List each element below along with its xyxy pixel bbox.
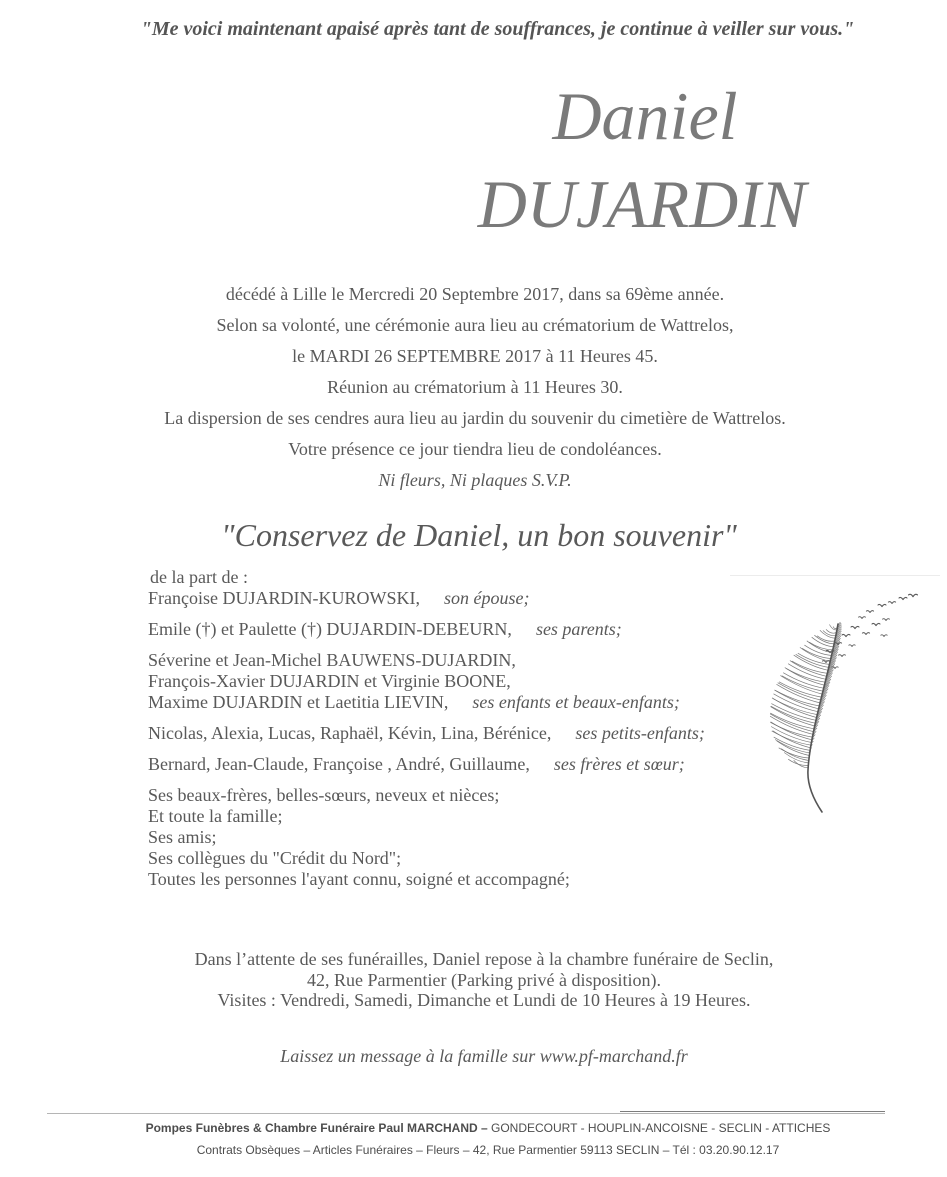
feather-barb: [788, 664, 826, 680]
message-text: Laissez un message à la famille sur: [280, 1046, 536, 1066]
condolence-message: [34, 1045, 934, 1067]
bird-icon: [909, 594, 918, 596]
family-relation: ses enfants et beaux-enfants;: [472, 692, 680, 712]
family-line: [148, 619, 705, 640]
footer-line-2: Contrats Obsèques – Articles Funéraires – Fleurs – 42, Rue Parmentier 59113 SECLIN – Tél : 03.20.90.12.17: [196, 1143, 780, 1157]
epigraph-quote: "Me voici maintenant apaisé après tant de souffrances, je continue à veiller sur vous.": [140, 18, 855, 40]
footer-rule: [47, 1113, 885, 1114]
announcement-line: La dispersion de ses cendres aura lieu au jardin du souvenir du cimetière de Wattrelos.: [164, 408, 786, 428]
feather-barb: [798, 653, 830, 664]
family-names: Emile (†) et Paulette (†) DUJARDIN-DEBEURN,: [148, 619, 512, 639]
repose-line: 42, Rue Parmentier (Parking privé à disposition).: [307, 969, 661, 990]
funeral-home-name: Pompes Funèbres & Chambre Funéraire Paul MARCHAND –: [145, 1121, 488, 1135]
family-line: [148, 692, 705, 713]
footer-rule-accent: [620, 1111, 885, 1112]
family-list: [148, 567, 705, 890]
decorative-rule: [730, 575, 940, 576]
repose-line: Visites : Vendredi, Samedi, Dimanche et Lundi de 10 Heures à 19 Heures.: [217, 990, 751, 1010]
footer: [38, 1117, 938, 1161]
family-relation: son épouse;: [443, 588, 530, 608]
deceased-last-name: DUJARDIN: [477, 166, 807, 242]
repose-line: Dans l’attente de ses funérailles, Daniel repose à la chambre funéraire de Seclin,: [194, 949, 774, 969]
bird-icon: [872, 623, 880, 625]
feather-barb: [786, 669, 825, 683]
bird-icon: [866, 611, 873, 613]
family-names: Bernard, Jean-Claude, Françoise , André, Guillaume,: [148, 754, 530, 774]
feather-icon: [770, 622, 842, 768]
bird-icon: [899, 597, 907, 599]
bird-icon: [822, 661, 829, 663]
family-group-siblings: [148, 754, 705, 775]
keepsake-quote: "Conservez de Daniel, un bon souvenir": [221, 517, 737, 553]
family-line: [148, 754, 705, 775]
announcement-line: décédé à Lille le Mercredi 20 Septembre 2017, dans sa 69ème année.: [225, 284, 725, 304]
bird-icon: [878, 604, 886, 606]
feather-illustration: [760, 580, 940, 825]
family-names: François-Xavier DUJARDIN et Virginie BOONE,: [148, 671, 511, 691]
announcement-note: Ni fleurs, Ni plaques S.V.P.: [378, 470, 572, 490]
family-group-spouse: [148, 588, 705, 609]
family-group-parents: [148, 619, 705, 640]
footer-line-1: [38, 1117, 938, 1139]
website-link[interactable]: www.pf-marchand.fr: [539, 1046, 688, 1066]
family-group-others: [148, 785, 705, 890]
bird-icon: [842, 634, 850, 636]
bird-icon: [849, 645, 855, 647]
family-names: Nicolas, Alexia, Lucas, Raphaël, Kévin, Lina, Bérénice,: [148, 723, 552, 743]
family-line: Ses beaux-frères, belles-sœurs, neveux et nièces;: [148, 785, 500, 805]
family-group-children: [148, 650, 705, 713]
feather-barb: [774, 690, 818, 709]
family-group-grandchildren: [148, 723, 705, 744]
bird-icon: [881, 635, 887, 637]
bird-icon: [888, 602, 895, 604]
family-intro: de la part de :: [150, 567, 248, 587]
bird-icon: [862, 633, 869, 635]
family-names: Françoise DUJARDIN-KUROWSKI,: [148, 588, 420, 608]
bird-icon: [851, 626, 859, 628]
family-names: Maxime DUJARDIN et Laetitia LIEVIN,: [148, 692, 449, 712]
repose-info: [34, 949, 934, 1011]
announcement-line: Selon sa volonté, une cérémonie aura lieu au crématorium de Wattrelos,: [216, 315, 734, 335]
bird-icon: [839, 655, 846, 657]
family-relation: ses petits-enfants;: [575, 723, 705, 743]
announcement-line: Réunion au crématorium à 11 Heures 30.: [327, 377, 623, 397]
family-line: [148, 650, 705, 671]
family-relation: ses parents;: [535, 619, 622, 639]
family-line: [148, 671, 705, 692]
deceased-first-name: Daniel: [552, 78, 738, 154]
family-line: [148, 588, 705, 609]
family-names: Séverine et Jean-Michel BAUWENS-DUJARDIN,: [148, 650, 516, 670]
bird-icon: [859, 617, 866, 619]
announcement: [25, 279, 925, 496]
family-line: Ses collègues du "Crédit du Nord";: [148, 848, 402, 868]
family-line: Ses amis;: [148, 827, 217, 847]
family-relation: ses frères et sœur;: [553, 754, 685, 774]
feather-barb: [817, 636, 835, 641]
feather-barb: [770, 713, 814, 729]
funeral-home-locations: GONDECOURT - HOUPLIN-ANCOISNE - SECLIN - ATTICHES: [491, 1121, 831, 1135]
announcement-line: Votre présence ce jour tiendra lieu de condoléances.: [288, 439, 662, 459]
family-line: Et toute la famille;: [148, 806, 283, 826]
family-line: [148, 723, 705, 744]
family-line: Toutes les personnes l'ayant connu, soigné et accompagné;: [148, 869, 570, 889]
announcement-line: le MARDI 26 SEPTEMBRE 2017 à 11 Heures 45.: [292, 346, 658, 366]
bird-icon: [883, 619, 890, 621]
